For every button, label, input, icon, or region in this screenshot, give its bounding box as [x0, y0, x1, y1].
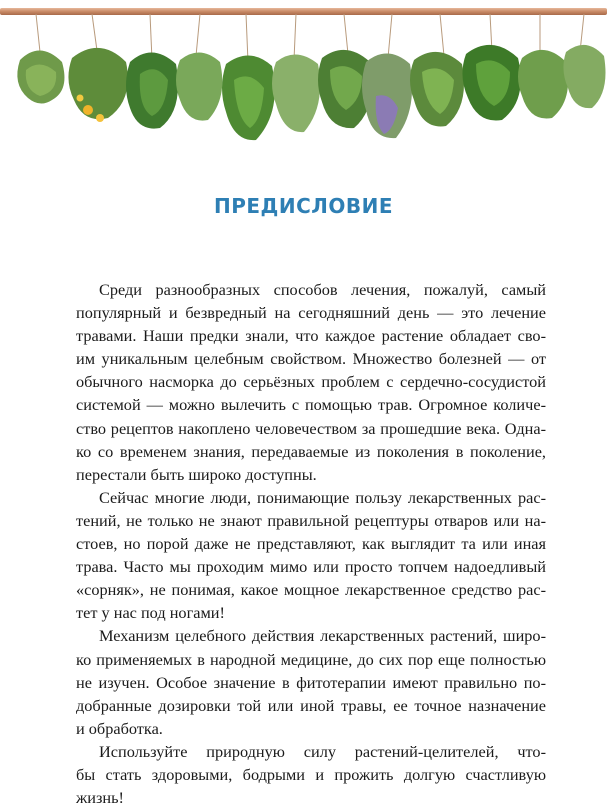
body-text [76, 278, 546, 809]
text-line: «сорняк», не понимая, какое мощное лекарственное средство рас- [76, 580, 546, 600]
paragraph [76, 278, 546, 486]
text-line: ство рецептов накоплено человечеством за прошедшие века. Одна- [76, 418, 546, 438]
text-line: бы стать здоровыми, бодрыми и прожить долгую счастливую [76, 764, 546, 784]
hanging-herbs-banner [0, 0, 607, 170]
text-line: жизнь! [76, 788, 124, 808]
text-line: ко со временем знания, передаваемые из поколения в поколение, [76, 441, 546, 461]
paragraph [76, 486, 546, 625]
text-line: стоев, но порой даже не представляют, как выглядит та или иная [76, 534, 546, 554]
text-line: тет у нас под ногами! [76, 603, 225, 623]
page-title: ПРЕДИСЛОВИЕ [213, 194, 394, 218]
text-line: добранные дозировки той или иной травы, ее точное назначение [76, 695, 546, 715]
text-line: Сейчас многие люди, понимающие пользу лекарственных рас- [99, 487, 546, 507]
text-line: тений, не только не знают правильной рецептуры отваров или на- [76, 510, 546, 530]
text-line: обычного насморка до серьёзных проблем с сердечно-сосудистой [76, 372, 546, 392]
text-line: трава. Часто мы проходим мимо или просто топчем надоедливый [76, 557, 546, 577]
text-line: системой — можно вылечить с помощью трав. Огромное количе- [76, 395, 546, 415]
text-line: им уникальным целебным свойством. Множество болезней — от [76, 349, 546, 369]
text-line: и обработка. [76, 718, 163, 738]
text-line: травами. Наши предки знали, что каждое растение обладает сво- [76, 326, 546, 346]
text-line: Используйте природную силу растений-целителей, что- [99, 741, 546, 761]
text-line: Механизм целебного действия лекарственных растений, широ- [99, 626, 546, 646]
text-line: не изучен. Особое значение в фитотерапии имеют правильно по- [76, 672, 546, 692]
text-line: Среди разнообразных способов лечения, пожалуй, самый [99, 280, 546, 299]
paragraph [76, 740, 546, 809]
text-line: ко применяемых в народной медицине, до сих пор еще полностью [76, 649, 546, 669]
paragraph [76, 624, 546, 739]
text-line: популярный и безвредный на сегодняшний день — это лечение [76, 303, 546, 323]
hanging-herbs-icon [0, 0, 607, 170]
text-line: перестали быть широко доступны. [76, 464, 317, 484]
